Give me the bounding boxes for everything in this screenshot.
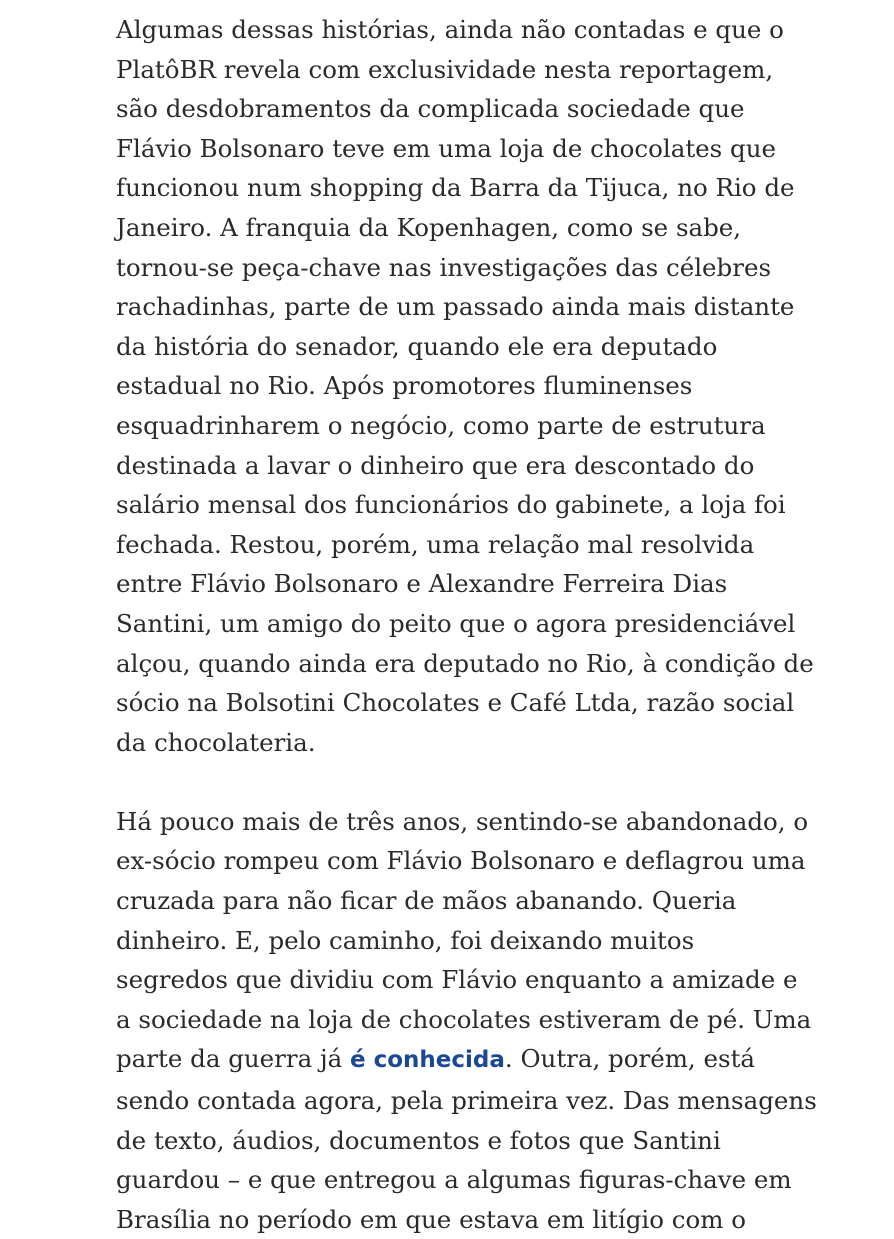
text-line: salário mensal dos funcionários do gabinete, a loja foi [116,490,786,520]
text-line: rachadinhas, parte de um passado ainda mais distante [116,292,795,322]
text-line: PlatôBR revela com exclusividade nesta reportagem, [116,54,774,84]
text-line: Algumas dessas histórias, ainda não contadas e que o [116,15,784,44]
text-line: dinheiro. E, pelo caminho, foi deixando muitos [116,925,695,955]
article-body [116,10,817,1239]
text-line: de texto, áudios, documentos e fotos que Santini [116,1125,721,1155]
text-line: entre Flávio Bolsonaro e Alexandre Ferreira Dias [116,569,728,599]
text-line: a sociedade na loja de chocolates estiveram de pé. Uma [116,1004,812,1034]
text-line: sócio na Bolsotini Chocolates e Café Ltda, razão social [116,688,795,718]
paragraph-2 [116,802,817,1239]
text-line: cruzada para não ficar de mãos abanando. Queria [116,886,737,916]
text-line: ex-sócio rompeu com Flávio Bolsonaro e deflagrou uma [116,846,806,876]
text-line: Janeiro. A franquia da Kopenhagen, como se sabe, [116,212,742,242]
text-line: estadual no Rio. Após promotores fluminenses [116,371,693,401]
e-conhecida-link[interactable]: é conhecida [349,1047,505,1074]
text-line: fechada. Restou, porém, uma relação mal resolvida [116,529,755,559]
text-line: da chocolateria. [116,727,316,757]
text-line: Há pouco mais de três anos, sentindo-se abandonado, o [116,806,809,836]
text-line: esquadrinharem o negócio, como parte de estrutura [116,410,766,440]
text-line: Santini, um amigo do peito que o agora presidenciável [116,608,796,638]
text-line: destinada a lavar o dinheiro que era descontado do [116,450,755,480]
text-line-with-link [116,1039,796,1081]
text-line: da história do senador, quando ele era deputado [116,331,718,361]
link-prefix-text: parte da guerra já [116,1044,350,1074]
text-line: sendo contada agora, pela primeira vez. Das mensagens [116,1086,817,1116]
text-line: Flávio Bolsonaro teve em uma loja de chocolates que [116,133,776,163]
text-line: funcionou num shopping da Barra da Tijuca, no Rio de [116,173,795,203]
paragraph-spacer [116,762,796,802]
text-line: segredos que dividiu com Flávio enquanto a amizade e [116,965,798,995]
text-line: são desdobramentos da complicada sociedade que [116,94,745,124]
text-line: tornou-se peça-chave nas investigações das célebres [116,252,772,282]
text-line: guardou – e que entregou a algumas figuras-chave em [116,1165,792,1195]
link-suffix-text: . Outra, porém, está [504,1044,756,1074]
paragraph-1 [116,10,814,762]
text-line: Brasília no período em que estava em litígio com o [116,1204,747,1234]
text-line: alçou, quando ainda era deputado no Rio, à condição de [116,648,814,678]
